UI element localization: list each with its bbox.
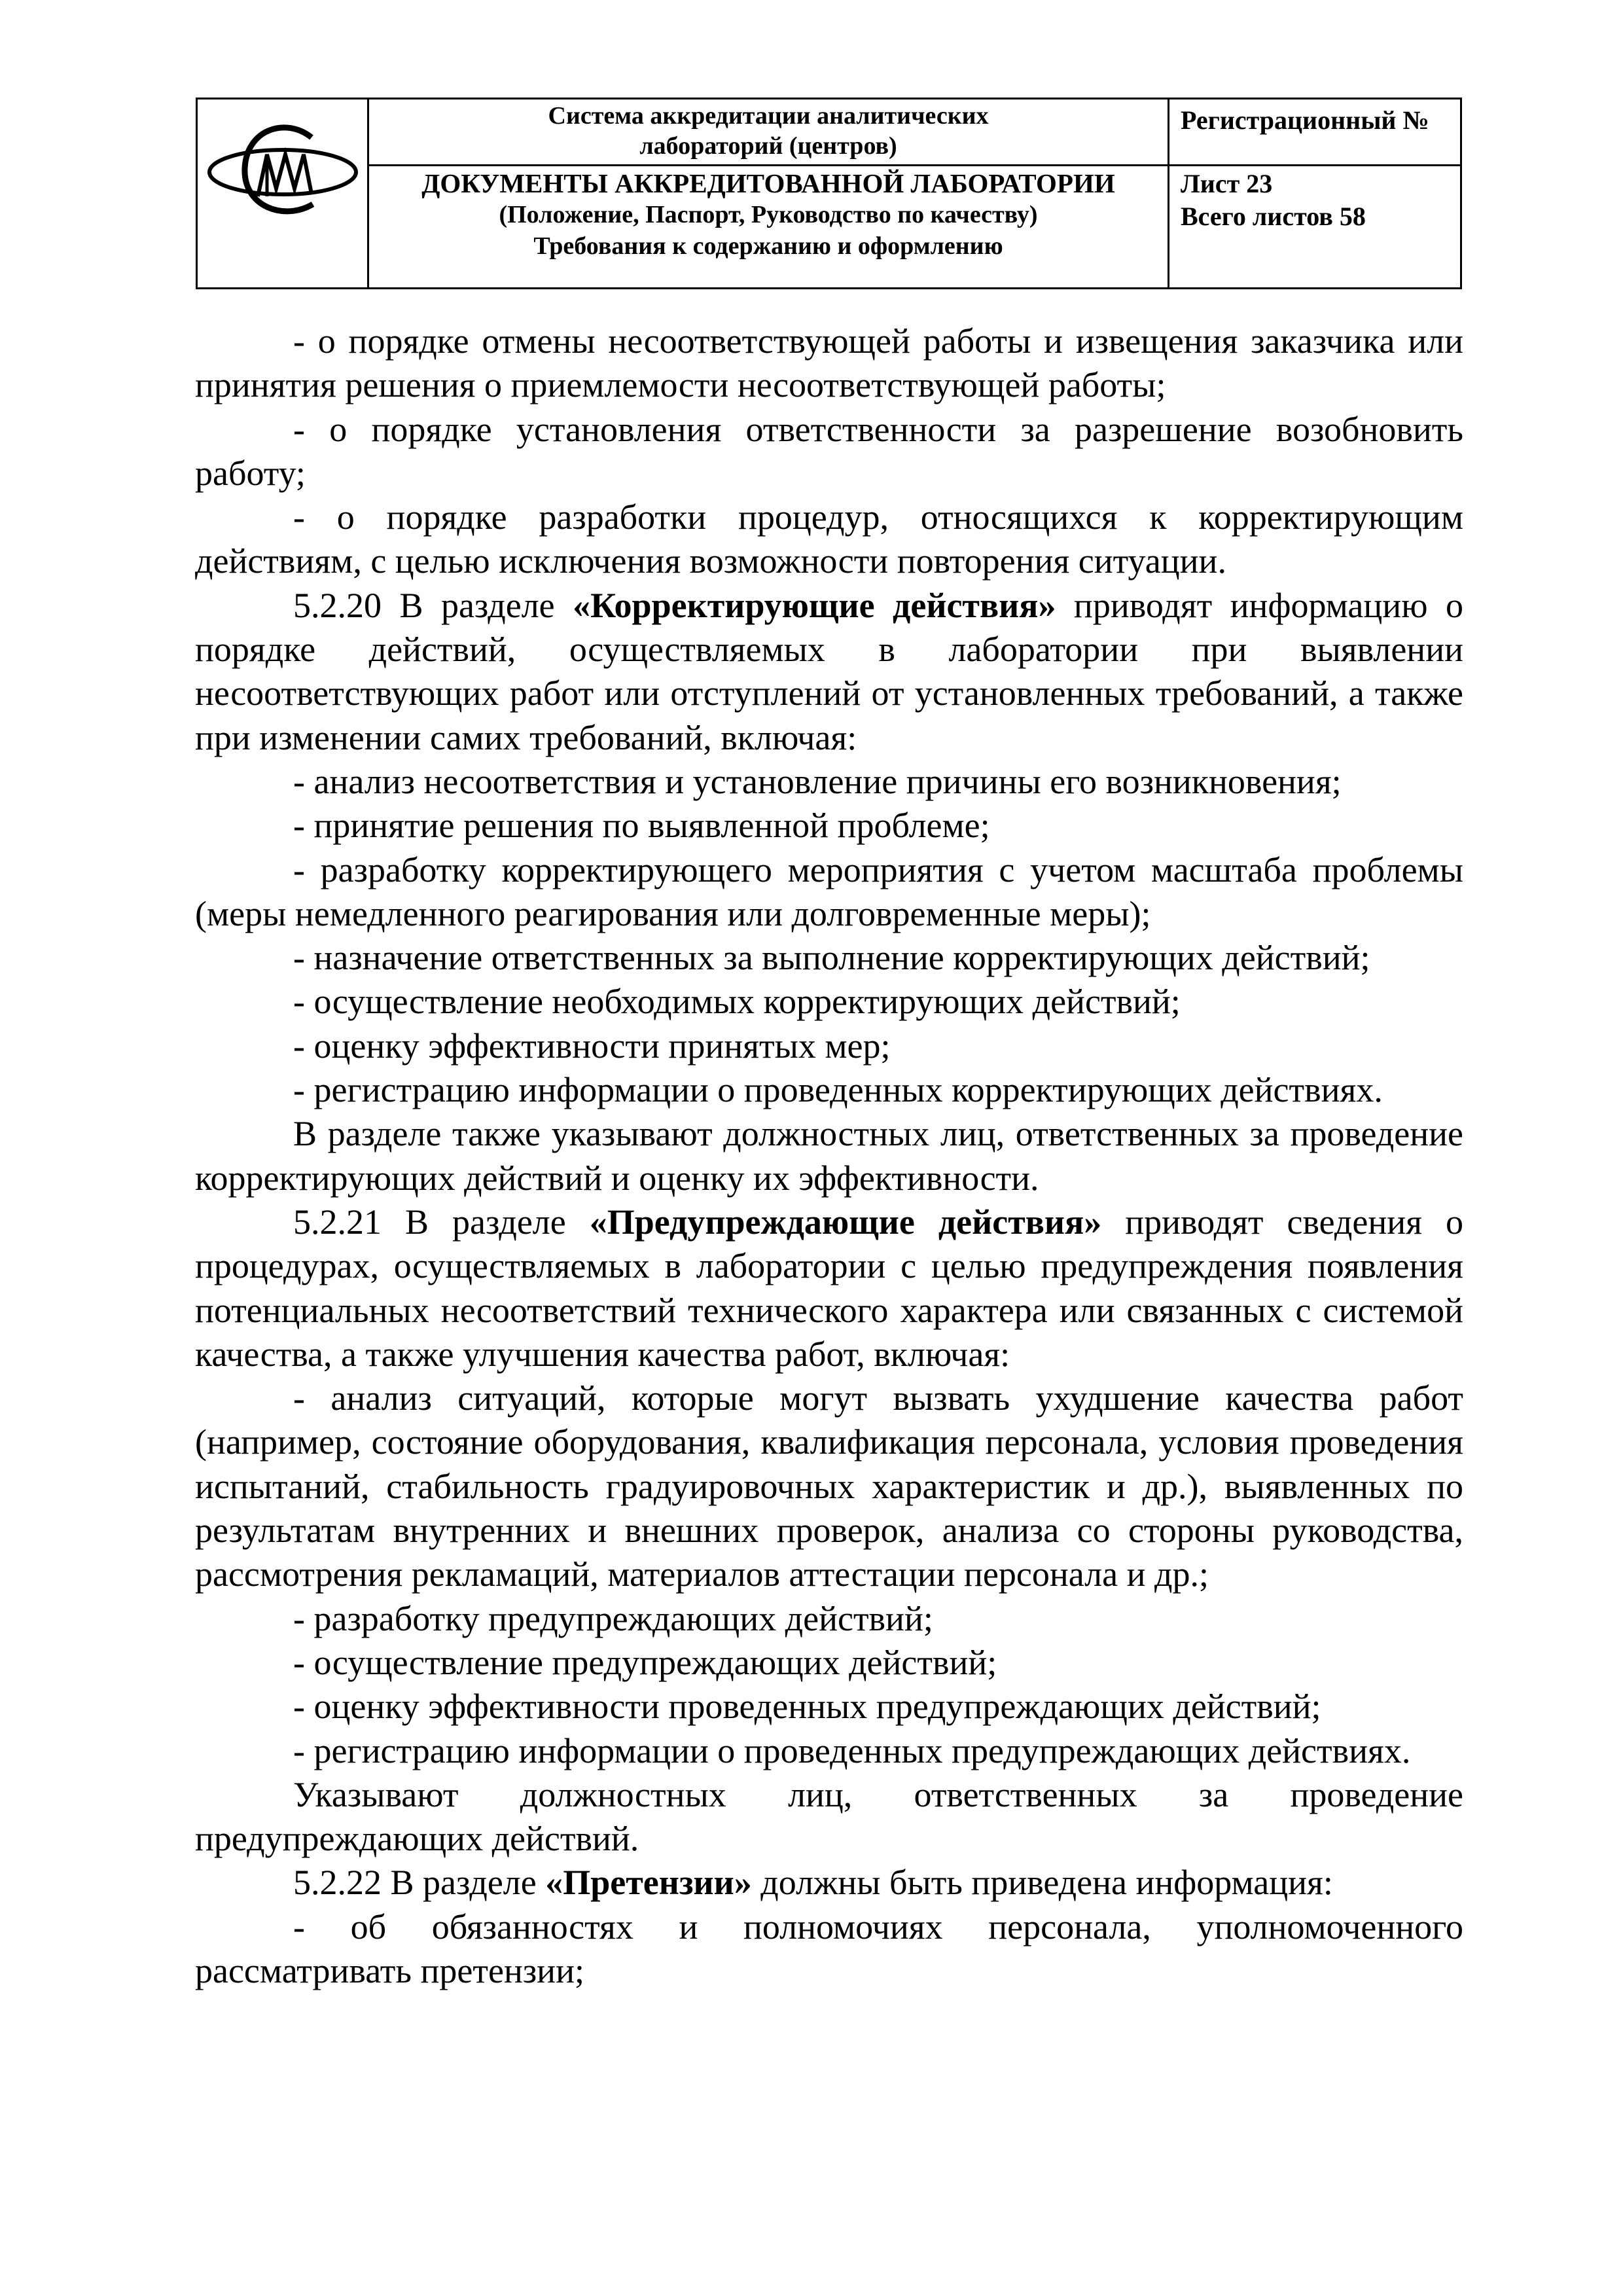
paragraph: - оценку эффективности принятых мер; xyxy=(293,1026,891,1066)
sheet-info xyxy=(1181,168,1366,233)
paragraph: - регистрацию информации о проведенных предупреждающих действиях. xyxy=(293,1731,1411,1770)
section-title: «Предупреждающие действия» xyxy=(589,1202,1102,1242)
sheet-number: Лист 23 xyxy=(1181,169,1273,198)
header-divider xyxy=(367,164,1462,166)
paragraph-text: приводят сведения о процедурах, осуществляемых в лаборатории с целью предупреждения появления потенциальных несоответствий технического характера или связанных с системой качества, а также улучшения качества работ, включая: xyxy=(195,1202,1464,1374)
organization-title xyxy=(369,101,1168,164)
paragraph: - о порядке отмены несоответствующей работы и извещения заказчика или принятия решения о приемлемости несоответствующей работы; xyxy=(195,321,1463,405)
paragraph: - регистрацию информации о проведенных корректирующих действиях. xyxy=(293,1070,1383,1110)
document-subtitle: Требования к содержанию и оформлению xyxy=(533,232,1003,260)
paragraph: - разработку корректирующего мероприятия с учетом масштаба проблемы (меры немедленного реагирования или долговременные меры); xyxy=(195,850,1463,933)
organization-logo-icon xyxy=(207,123,359,221)
paragraph: - о порядке разработки процедур, относящихся к корректирующим действиям, с целью исключения возможности повторения ситуации. xyxy=(195,497,1463,581)
paragraph-text: 5.2.21 В разделе xyxy=(293,1202,590,1242)
paragraph xyxy=(195,1200,1463,1376)
paragraph-text: должны быть приведена информация: xyxy=(751,1863,1333,1903)
registration-number-label: Регистрационный № xyxy=(1181,105,1429,135)
paragraph xyxy=(195,584,1463,760)
paragraph: - осуществление предупреждающих действий; xyxy=(293,1642,997,1682)
paragraph: - о порядке установления ответственности за разрешение возобновить работу; xyxy=(195,409,1463,493)
total-sheets: Всего листов 58 xyxy=(1181,202,1366,231)
document-title: ДОКУМЕНТЫ АККРЕДИТОВАННОЙ ЛАБОРАТОРИИ xyxy=(421,168,1115,198)
organization-title-line2: лабораторий (центров) xyxy=(639,132,897,160)
paragraph: - анализ ситуаций, которые могут вызвать ухудшение качества работ (например, состояние оборудования, квалификация персонала, условия проведения испытаний, стабильность градуировочных характеристик и др.), выявленных по результатам внутренних и внешних проверок, анализа со стороны руководства, рассмотрения рекламаций, материалов аттестации персонала и др.; xyxy=(195,1378,1463,1594)
paragraph: - оценку эффективности проведенных предупреждающих действий; xyxy=(293,1687,1321,1727)
organization-title-line1: Система аккредитации аналитических xyxy=(548,102,989,130)
paragraph xyxy=(195,1861,1463,1905)
paragraph-text: 5.2.22 В разделе xyxy=(293,1863,546,1903)
document-body xyxy=(195,319,1463,1993)
header-divider xyxy=(1168,99,1169,287)
document-header-table xyxy=(196,98,1462,289)
paragraph: - назначение ответственных за выполнение корректирующих действий; xyxy=(293,938,1370,978)
paragraph: - анализ несоответствия и установление причины его возникновения; xyxy=(293,761,1342,801)
paragraph: - об обязанностях и полномочиях персонала, уполномоченного рассматривать претензии; xyxy=(195,1907,1463,1990)
section-title: «Корректирующие действия» xyxy=(573,585,1056,625)
document-subtitle: (Положение, Паспорт, Руководство по качеству) xyxy=(499,201,1038,228)
paragraph: В разделе также указывают должностных лиц, ответственных за проведение корректирующих действий и оценку их эффективности. xyxy=(195,1114,1463,1198)
paragraph: Указывают должностных лиц, ответственных за проведение предупреждающих действий. xyxy=(195,1774,1463,1859)
document-title-block xyxy=(369,168,1168,262)
paragraph-text: приводят информацию о порядке действий, осуществляемых в лаборатории при выявлении несоответствующих работ или отступлений от установленных требований, а также при изменении самих требований, включая: xyxy=(195,585,1463,757)
paragraph: - осуществление необходимых корректирующих действий; xyxy=(293,982,1181,1022)
paragraph: - принятие решения по выявленной проблеме; xyxy=(293,806,990,846)
paragraph-text: 5.2.20 В разделе xyxy=(293,585,573,625)
section-title: «Претензии» xyxy=(545,1863,752,1903)
paragraph: - разработку предупреждающих действий; xyxy=(293,1598,933,1638)
